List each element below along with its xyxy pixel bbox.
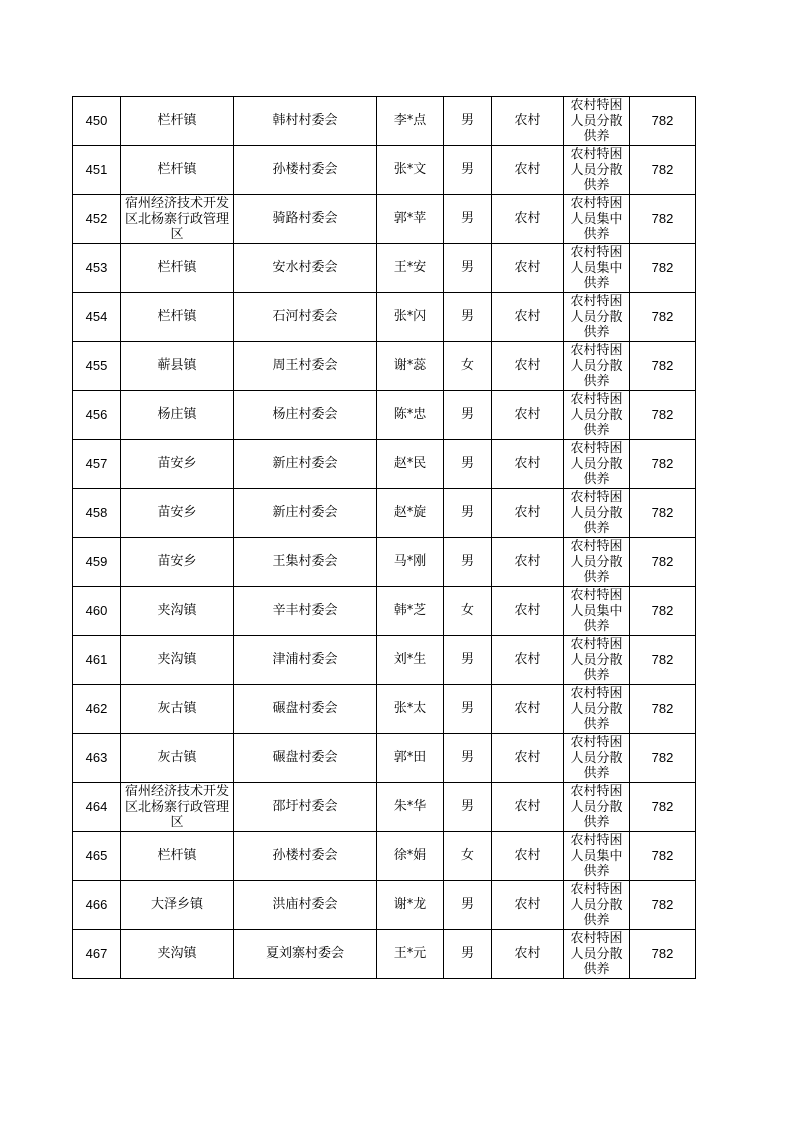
village-cell: 周王村委会: [234, 342, 377, 391]
name-cell: 徐*娟: [377, 832, 444, 881]
village-cell: 碾盘村委会: [234, 685, 377, 734]
name-cell: 谢*蕊: [377, 342, 444, 391]
table-row: [73, 97, 696, 146]
table-row: [73, 832, 696, 881]
row-number: 465: [73, 832, 121, 881]
category-cell: 农村特困人员集中供养: [564, 195, 630, 244]
area-cell: 农村: [492, 881, 564, 930]
gender-cell: 男: [444, 489, 492, 538]
town-cell: 夹沟镇: [121, 587, 234, 636]
name-cell: 郭*田: [377, 734, 444, 783]
town-cell: 宿州经济技术开发区北杨寨行政管理区: [121, 783, 234, 832]
village-cell: 辛丰村委会: [234, 587, 377, 636]
village-cell: 新庄村委会: [234, 440, 377, 489]
gender-cell: 男: [444, 195, 492, 244]
amount-cell: 782: [630, 832, 696, 881]
amount-cell: 782: [630, 587, 696, 636]
amount-cell: 782: [630, 636, 696, 685]
town-cell: 栏杆镇: [121, 244, 234, 293]
gender-cell: 女: [444, 832, 492, 881]
town-cell: 灰古镇: [121, 685, 234, 734]
town-cell: 蕲县镇: [121, 342, 234, 391]
amount-cell: 782: [630, 391, 696, 440]
village-cell: 杨庄村委会: [234, 391, 377, 440]
village-cell: 韩村村委会: [234, 97, 377, 146]
name-cell: 王*安: [377, 244, 444, 293]
name-cell: 张*闪: [377, 293, 444, 342]
table-row: [73, 440, 696, 489]
row-number: 456: [73, 391, 121, 440]
amount-cell: 782: [630, 244, 696, 293]
table-row: [73, 783, 696, 832]
gender-cell: 男: [444, 636, 492, 685]
amount-cell: 782: [630, 881, 696, 930]
amount-cell: 782: [630, 293, 696, 342]
name-cell: 张*太: [377, 685, 444, 734]
area-cell: 农村: [492, 342, 564, 391]
town-cell: 栏杆镇: [121, 832, 234, 881]
amount-cell: 782: [630, 930, 696, 979]
category-cell: 农村特困人员分散供养: [564, 783, 630, 832]
table-row: [73, 881, 696, 930]
gender-cell: 男: [444, 97, 492, 146]
town-cell: 夹沟镇: [121, 636, 234, 685]
name-cell: 赵*民: [377, 440, 444, 489]
name-cell: 赵*旋: [377, 489, 444, 538]
town-cell: 苗安乡: [121, 489, 234, 538]
name-cell: 朱*华: [377, 783, 444, 832]
amount-cell: 782: [630, 97, 696, 146]
category-cell: 农村特困人员集中供养: [564, 832, 630, 881]
village-cell: 夏刘寨村委会: [234, 930, 377, 979]
village-cell: 安水村委会: [234, 244, 377, 293]
gender-cell: 男: [444, 538, 492, 587]
village-cell: 王集村委会: [234, 538, 377, 587]
gender-cell: 男: [444, 734, 492, 783]
category-cell: 农村特困人员分散供养: [564, 97, 630, 146]
area-cell: 农村: [492, 440, 564, 489]
gender-cell: 男: [444, 685, 492, 734]
village-cell: 津浦村委会: [234, 636, 377, 685]
row-number: 462: [73, 685, 121, 734]
table-row: [73, 587, 696, 636]
town-cell: 大泽乡镇: [121, 881, 234, 930]
relief-roster-table: [72, 96, 696, 979]
name-cell: 刘*生: [377, 636, 444, 685]
category-cell: 农村特困人员分散供养: [564, 342, 630, 391]
town-cell: 栏杆镇: [121, 146, 234, 195]
gender-cell: 男: [444, 244, 492, 293]
category-cell: 农村特困人员分散供养: [564, 538, 630, 587]
category-cell: 农村特困人员分散供养: [564, 734, 630, 783]
town-cell: 栏杆镇: [121, 97, 234, 146]
town-cell: 宿州经济技术开发区北杨寨行政管理区: [121, 195, 234, 244]
village-cell: 洪庙村委会: [234, 881, 377, 930]
amount-cell: 782: [630, 783, 696, 832]
category-cell: 农村特困人员分散供养: [564, 881, 630, 930]
area-cell: 农村: [492, 391, 564, 440]
village-cell: 孙楼村委会: [234, 146, 377, 195]
table-row: [73, 538, 696, 587]
gender-cell: 男: [444, 146, 492, 195]
gender-cell: 男: [444, 440, 492, 489]
name-cell: 郭*苹: [377, 195, 444, 244]
town-cell: 栏杆镇: [121, 293, 234, 342]
row-number: 452: [73, 195, 121, 244]
gender-cell: 女: [444, 587, 492, 636]
table-row: [73, 342, 696, 391]
village-cell: 邵圩村委会: [234, 783, 377, 832]
name-cell: 李*点: [377, 97, 444, 146]
amount-cell: 782: [630, 440, 696, 489]
category-cell: 农村特困人员分散供养: [564, 440, 630, 489]
table-row: [73, 734, 696, 783]
table-row: [73, 244, 696, 293]
amount-cell: 782: [630, 489, 696, 538]
amount-cell: 782: [630, 734, 696, 783]
row-number: 460: [73, 587, 121, 636]
row-number: 454: [73, 293, 121, 342]
area-cell: 农村: [492, 97, 564, 146]
name-cell: 张*文: [377, 146, 444, 195]
row-number: 455: [73, 342, 121, 391]
table-row: [73, 685, 696, 734]
row-number: 457: [73, 440, 121, 489]
category-cell: 农村特困人员分散供养: [564, 146, 630, 195]
area-cell: 农村: [492, 538, 564, 587]
village-cell: 碾盘村委会: [234, 734, 377, 783]
name-cell: 韩*芝: [377, 587, 444, 636]
row-number: 459: [73, 538, 121, 587]
amount-cell: 782: [630, 146, 696, 195]
category-cell: 农村特困人员分散供养: [564, 293, 630, 342]
table-row: [73, 391, 696, 440]
village-cell: 孙楼村委会: [234, 832, 377, 881]
table-row: [73, 195, 696, 244]
amount-cell: 782: [630, 342, 696, 391]
area-cell: 农村: [492, 489, 564, 538]
area-cell: 农村: [492, 685, 564, 734]
area-cell: 农村: [492, 293, 564, 342]
gender-cell: 男: [444, 930, 492, 979]
name-cell: 陈*忠: [377, 391, 444, 440]
table-row: [73, 636, 696, 685]
category-cell: 农村特困人员集中供养: [564, 587, 630, 636]
row-number: 450: [73, 97, 121, 146]
row-number: 461: [73, 636, 121, 685]
table-row: [73, 146, 696, 195]
amount-cell: 782: [630, 195, 696, 244]
area-cell: 农村: [492, 832, 564, 881]
village-cell: 石河村委会: [234, 293, 377, 342]
category-cell: 农村特困人员分散供养: [564, 930, 630, 979]
row-number: 467: [73, 930, 121, 979]
category-cell: 农村特困人员分散供养: [564, 685, 630, 734]
town-cell: 灰古镇: [121, 734, 234, 783]
category-cell: 农村特困人员分散供养: [564, 391, 630, 440]
area-cell: 农村: [492, 636, 564, 685]
area-cell: 农村: [492, 195, 564, 244]
town-cell: 苗安乡: [121, 538, 234, 587]
gender-cell: 女: [444, 342, 492, 391]
area-cell: 农村: [492, 783, 564, 832]
village-cell: 新庄村委会: [234, 489, 377, 538]
name-cell: 王*元: [377, 930, 444, 979]
category-cell: 农村特困人员分散供养: [564, 636, 630, 685]
category-cell: 农村特困人员集中供养: [564, 244, 630, 293]
gender-cell: 男: [444, 783, 492, 832]
name-cell: 谢*龙: [377, 881, 444, 930]
gender-cell: 男: [444, 293, 492, 342]
table-row: [73, 930, 696, 979]
gender-cell: 男: [444, 391, 492, 440]
category-cell: 农村特困人员分散供养: [564, 489, 630, 538]
name-cell: 马*刚: [377, 538, 444, 587]
area-cell: 农村: [492, 930, 564, 979]
town-cell: 夹沟镇: [121, 930, 234, 979]
town-cell: 苗安乡: [121, 440, 234, 489]
row-number: 464: [73, 783, 121, 832]
gender-cell: 男: [444, 881, 492, 930]
row-number: 453: [73, 244, 121, 293]
row-number: 463: [73, 734, 121, 783]
amount-cell: 782: [630, 538, 696, 587]
row-number: 458: [73, 489, 121, 538]
area-cell: 农村: [492, 734, 564, 783]
town-cell: 杨庄镇: [121, 391, 234, 440]
table-body: [73, 97, 696, 979]
row-number: 451: [73, 146, 121, 195]
amount-cell: 782: [630, 685, 696, 734]
village-cell: 骑路村委会: [234, 195, 377, 244]
area-cell: 农村: [492, 587, 564, 636]
row-number: 466: [73, 881, 121, 930]
area-cell: 农村: [492, 146, 564, 195]
area-cell: 农村: [492, 244, 564, 293]
table-row: [73, 489, 696, 538]
table-row: [73, 293, 696, 342]
